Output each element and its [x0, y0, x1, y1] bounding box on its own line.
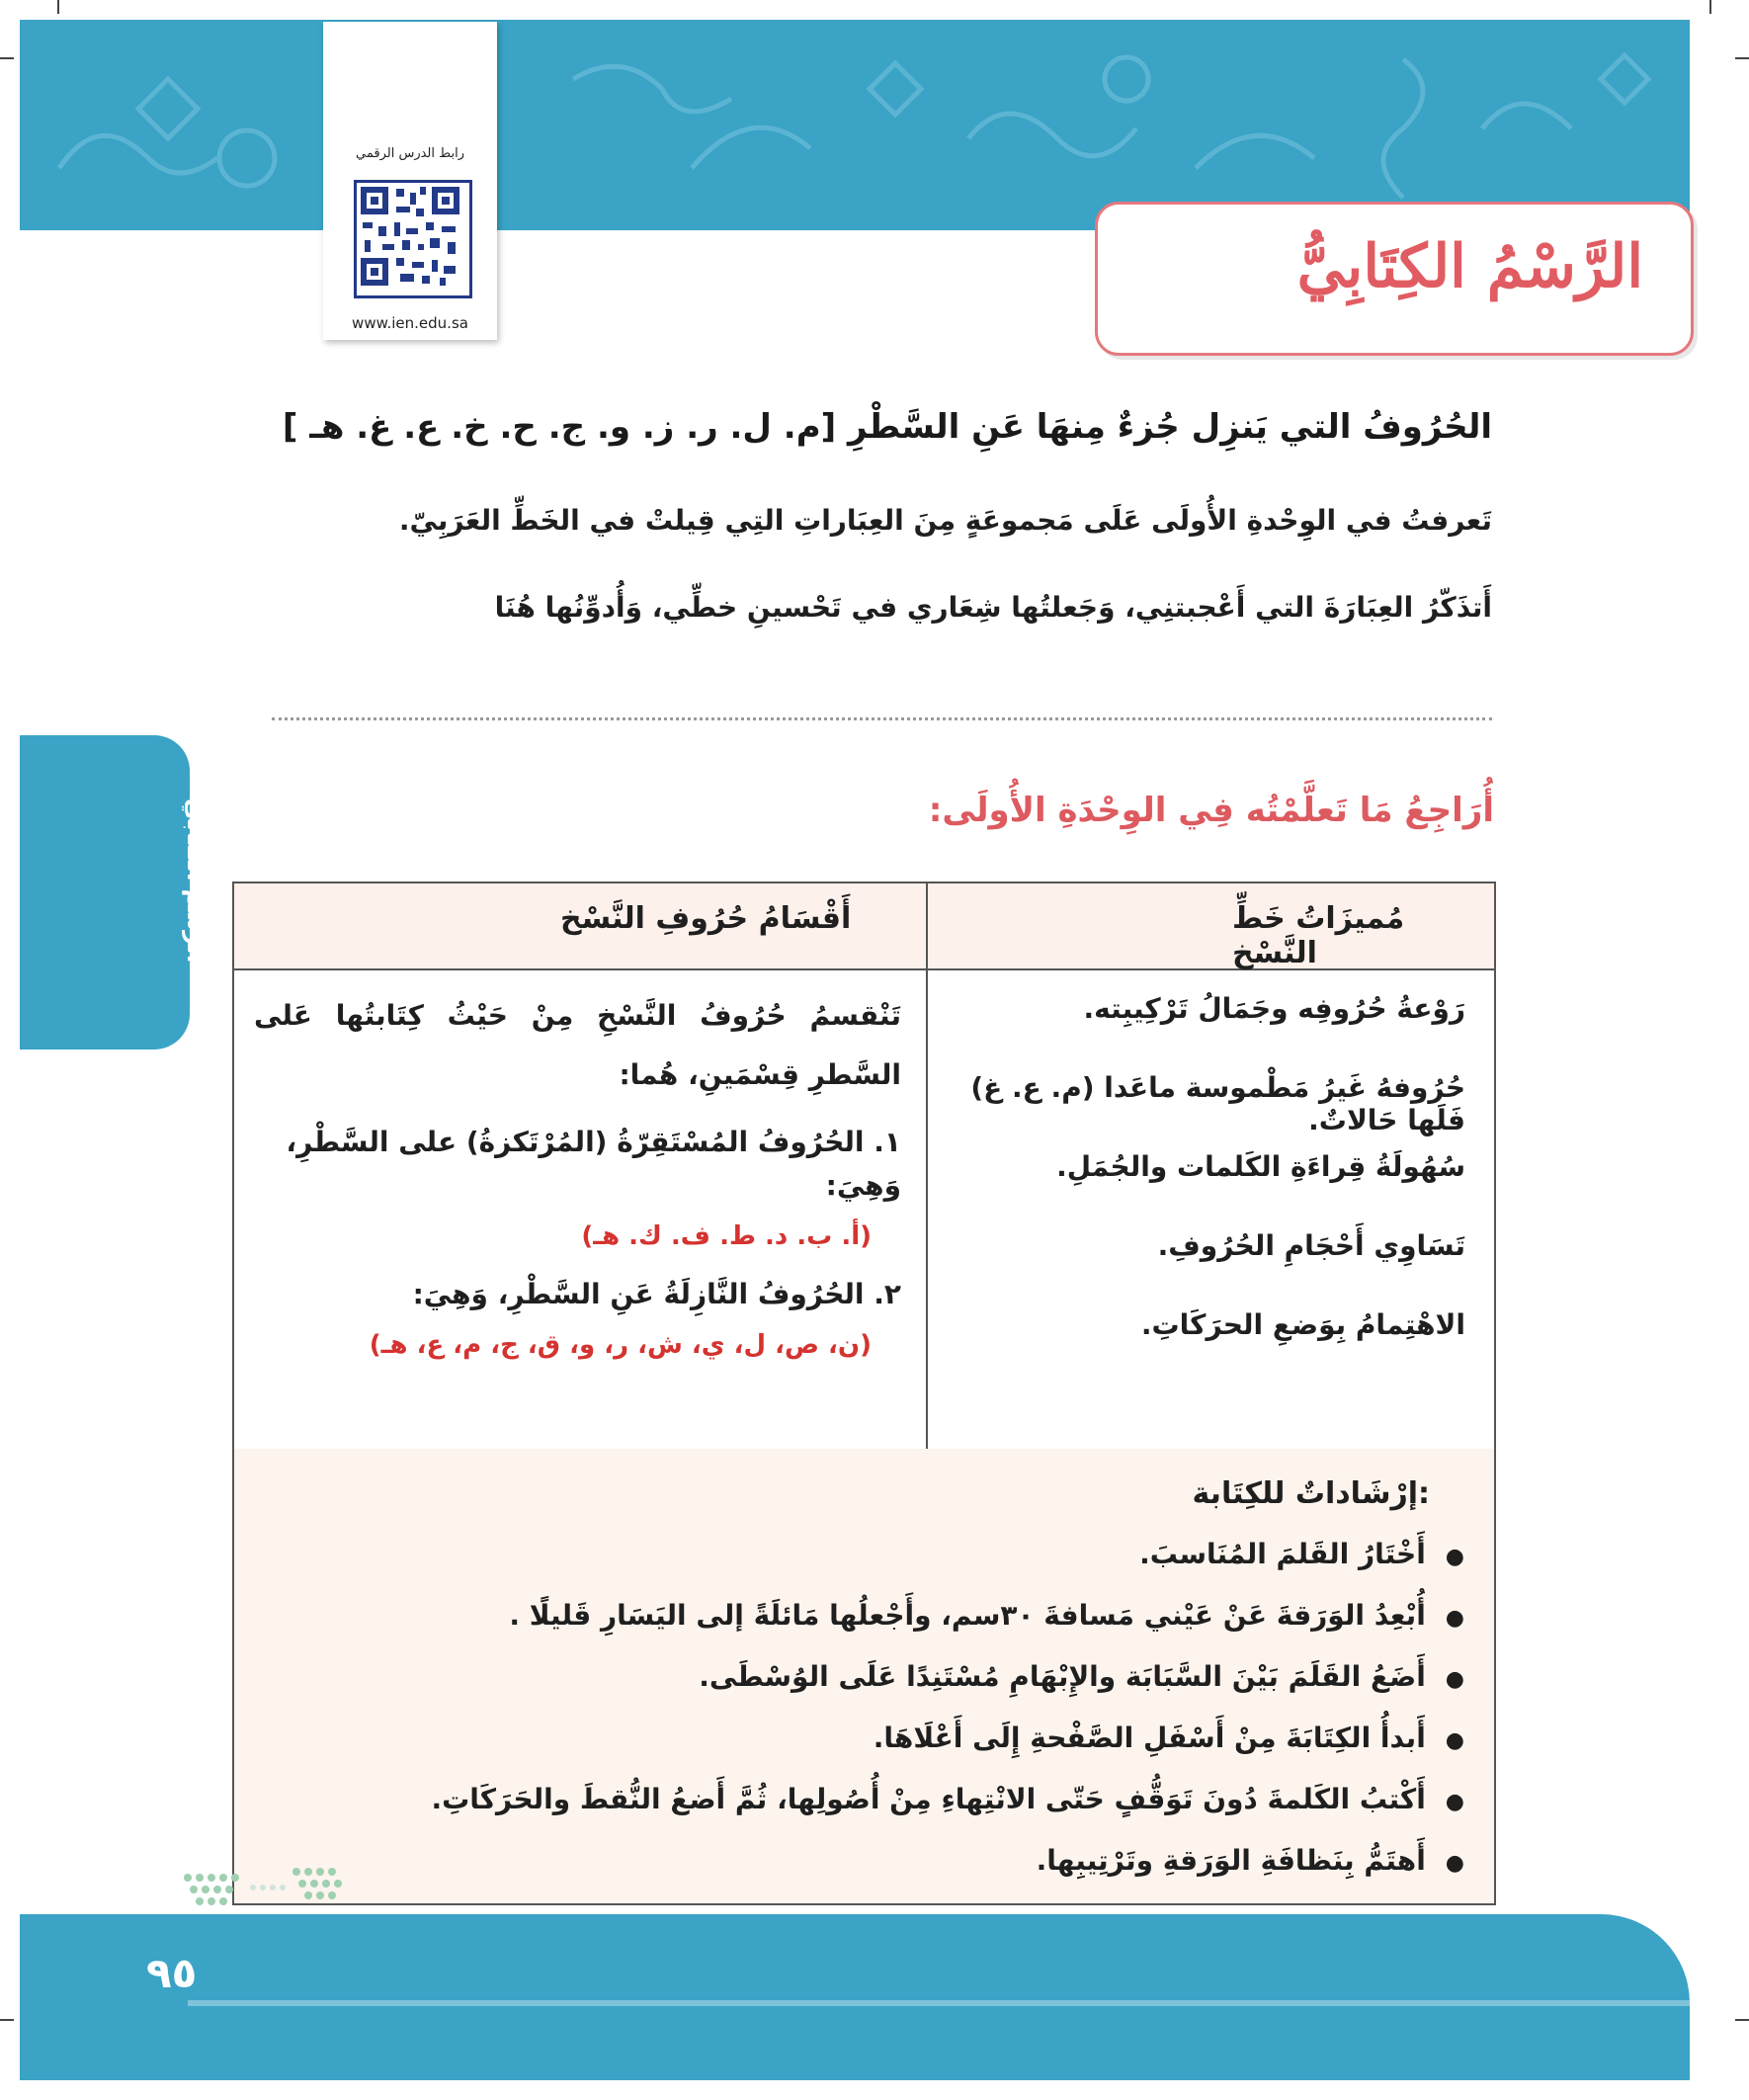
feature-item: سُهُولَةُ قِراءَةِ الكَلمات والجُمَلِ.	[1056, 1150, 1465, 1183]
tip-item: ● أَكْتبُ الكَلمةَ دُونَ تَوَقُّفٍ حَتّى الانْتِهاءِ مِنْ أُصُولِها، ثُمَّ أَضعُ النُّقطَ والحَرَكَاتِ.	[298, 1783, 1464, 1844]
features-list	[942, 992, 1465, 1387]
lesson-title-box	[1095, 202, 1694, 356]
footer-stripe	[188, 2000, 1690, 2006]
feature-item: الاهْتِمامُ بِوَضعِ الحرَكَاتِ.	[1140, 1308, 1465, 1341]
feature-item: تَسَاوِي أَحْجَامِ الحُرُوفِ.	[1157, 1229, 1465, 1262]
feature-item: حُرُوفهُ غَيرُ مَطْموسة ماعَدا (م. ع. غ) فَلَها حَالاتٌ.	[970, 1071, 1465, 1136]
decorative-pattern	[20, 20, 1690, 230]
lesson-title: الرَّسْمُ الكِتَابِيُّ	[1296, 232, 1643, 301]
crop-mark	[0, 57, 14, 59]
qr-code[interactable]	[354, 180, 472, 298]
division-item-2: ٢. الحُرُوفُ النَّازِلَةُ عَنِ السَّطْرِ، وَهِيَ:	[412, 1278, 901, 1310]
writing-tips-box	[232, 1449, 1496, 1905]
qr-caption: رابط الدرس الرقمي	[356, 146, 464, 161]
tips-title: إرْشَاداتٌ للكِتَابة:	[1192, 1476, 1430, 1511]
intro-paragraph: تَعرفتُ في الوِحْدةِ الأُولَى عَلَى مَجموعَةٍ مِنَ العِبَاراتِ التِي قِيلتْ في الخَطِّ العَرَبِيّ.	[398, 504, 1492, 537]
division-item-2-letters: (ن، ص، ل، ي، ش، ر، و، ق، ج، م، ع، هـ)	[369, 1330, 872, 1360]
tip-item: ● أَبدأُ الكِتَابَةَ مِنْ أَسْفَلِ الصَّفْحةِ إِلَى أَعْلَاهَا.	[298, 1722, 1464, 1783]
division-item-1: ١. الحُرُوفُ المُسْتَقِرّةُ (المُرْتَكزةُ) على السَّطْرِ، وَهِيَ:	[286, 1126, 901, 1202]
ministry-logo-icon	[178, 1858, 351, 1917]
review-table	[232, 882, 1496, 1453]
feature-item: رَوْعةُ حُرُوفِه وجَمَالُ تَرْكِيبِته.	[1083, 992, 1465, 1025]
qr-url[interactable]: www.ien.edu.sa	[352, 314, 468, 332]
header-band	[20, 20, 1690, 230]
task-paragraph: أَتذَكّرُ العِبَارَةَ التي أَعْجبتنِي، وَجَعلتُها شِعَاري في تَحْسينِ خطِّي، وَأُدوِّنُها هُنَا	[494, 591, 1492, 624]
crop-mark	[1709, 0, 1711, 14]
divisions-content	[254, 986, 901, 1360]
tips-list	[298, 1538, 1464, 1905]
side-tab-label: الرسم الكتابي	[182, 798, 209, 964]
page-number: ٩٥	[146, 1949, 198, 1997]
header-divisions: أَقْسَامُ حُرُوفِ النَّسْخ	[560, 901, 852, 936]
column-divider	[926, 883, 928, 1451]
division-item-1-letters: (أ. ب. د. ط. ف. ك. هـ)	[581, 1221, 872, 1251]
divisions-intro: تَنْقسمُ حُرُوفُ النَّسْخِ مِنْ حَيْثُ كِتَابتُها عَلى السَّطرِ قِسْمَينِ، هُما:	[254, 999, 901, 1091]
writing-line[interactable]	[272, 717, 1492, 720]
footer-band	[20, 1914, 1690, 2080]
descending-letters-heading: الحُرُوفُ التي يَنزِل جُزءٌ مِنهَا عَنِ السَّطْرِ [م. ل. ر. ز. و. ج. ح. خ. ع. غ. هـ ]	[282, 407, 1492, 447]
crop-mark	[57, 0, 59, 14]
table-header-row	[234, 883, 1494, 970]
tip-item: ● أَخْتَارُ القَلمَ المُنَاسبَ.	[298, 1538, 1464, 1599]
tip-item: ● أَهتَمُّ بِنَظافَةِ الوَرَقةِ وتَرْتِيبِها.	[298, 1844, 1464, 1905]
qr-card	[323, 22, 497, 340]
tip-item: ● أُبْعِدُ الوَرَقةَ عَنْ عَيْني مَسافةَ ٣٠سم، وأَجْعلُها مَائلَةً إلى اليَسَارِ قَليلًا .	[298, 1599, 1464, 1660]
crop-mark	[1735, 57, 1749, 59]
header-features: مُميزَاتُ خَطِّ النَّسْخ	[1232, 901, 1405, 970]
review-heading: أُرَاجِعُ مَا تَعلَّمْتُه فِي الوِحْدَةِ الأُولَى:	[928, 791, 1494, 830]
crop-mark	[1735, 2019, 1749, 2021]
tip-item: ● أَضَعُ القَلَمَ بَيْنَ السَّبَابَة والإِبْهَامِ مُسْتَنِدًا عَلَى الوُسْطَى.	[298, 1660, 1464, 1722]
crop-mark	[0, 2019, 14, 2021]
